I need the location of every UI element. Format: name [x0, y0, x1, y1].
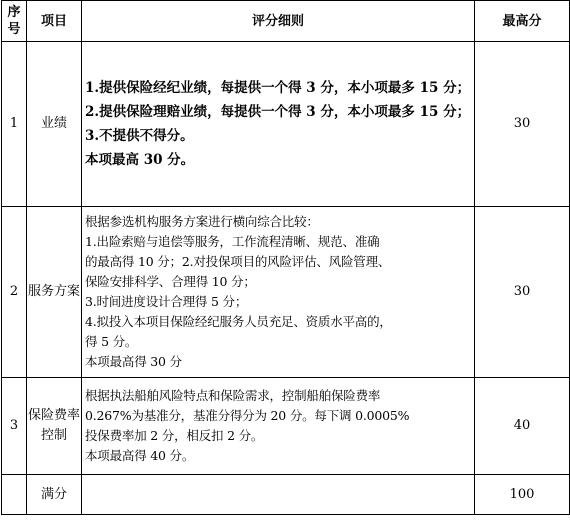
row-item: 满分 — [27, 475, 82, 515]
rule-line: 得 5 分。 — [85, 334, 138, 349]
scoring-table — [1, 0, 570, 515]
header-item: 项目 — [27, 1, 82, 42]
rule-line: 3.不提供不得分。 — [85, 128, 194, 144]
rule-line: 本项最高得 40 分。 — [85, 448, 195, 463]
row-max: 30 — [475, 207, 570, 378]
header-row — [2, 1, 570, 42]
table-row-performance — [2, 42, 570, 207]
row-max: 30 — [475, 42, 570, 207]
rule-line: 3.时间进度设计合理得 5 分； — [85, 294, 248, 309]
row-item: 业绩 — [27, 42, 82, 207]
row-index: 3 — [2, 378, 27, 475]
rule-line: 1.出险索赔与追偿等服务，工作流程清晰、规范、准确 — [85, 234, 380, 249]
row-index: 1 — [2, 42, 27, 207]
row-rules — [82, 42, 475, 207]
table-row-service-plan — [2, 207, 570, 378]
rule-line: 保险安排科学、合理得 10 分； — [85, 274, 256, 289]
rule-line: 本项最高得 30 分 — [85, 354, 182, 369]
row-rules — [82, 207, 475, 378]
row-max: 100 — [475, 475, 570, 515]
header-index: 序号 — [2, 1, 27, 42]
table-row-rate-control — [2, 378, 570, 475]
header-max: 最高分 — [475, 1, 570, 42]
row-rules — [82, 378, 475, 475]
rule-line: 0.267%为基准分，基准分得分为 20 分。每下调 0.0005% — [85, 408, 410, 423]
row-index — [2, 475, 27, 515]
rule-line: 2.提供保险理赔业绩，每提供一个得 3 分，本小项最多 15 分； — [85, 104, 471, 120]
row-item: 保险费率控制 — [27, 378, 82, 475]
rule-line: 4.拟投入本项目保险经纪服务人员充足、资质水平高的， — [85, 314, 392, 329]
rule-line: 投保费率加 2 分，相反扣 2 分。 — [85, 428, 264, 443]
header-rules: 评分细则 — [82, 1, 475, 42]
row-index: 2 — [2, 207, 27, 378]
row-rules — [82, 475, 475, 515]
rule-line: 根据参选机构服务方案进行横向综合比较： — [85, 214, 319, 229]
rule-line: 1.提供保险经纪业绩，每提供一个得 3 分，本小项最多 15 分； — [85, 80, 471, 96]
row-max: 40 — [475, 378, 570, 475]
rule-line: 的最高得 10 分；2.对投保项目的风险评估、风险管理、 — [85, 254, 391, 269]
rule-line: 本项最高 30 分。 — [85, 152, 195, 168]
row-item: 服务方案 — [27, 207, 82, 378]
rule-line: 根据执法船舶风险特点和保险需求，控制船舶保险费率 — [85, 388, 381, 403]
table-row-total — [2, 475, 570, 515]
